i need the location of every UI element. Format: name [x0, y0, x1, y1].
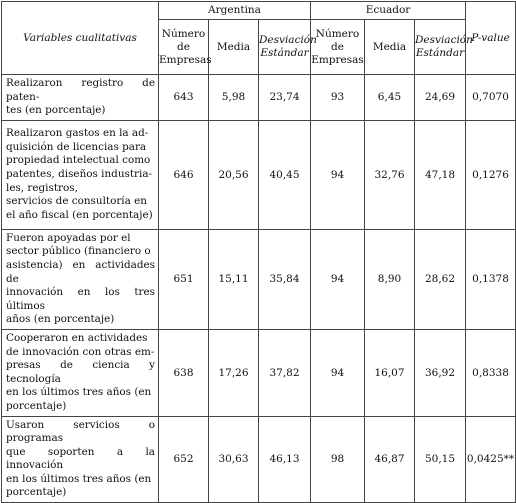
ecu-desv-cell: 47,18 [415, 120, 466, 229]
row-label: Realizaron registro de paten- tes (en porcentaje) [2, 75, 159, 121]
pvalue-cell: 0,0425** [466, 416, 516, 503]
table-row [2, 416, 516, 503]
arg-desv-cell: 37,82 [259, 329, 311, 416]
ecu-media-header: Media [365, 20, 415, 75]
ecu-num-empresas-header: Número de Empresas [311, 20, 365, 75]
arg-n-cell: 652 [159, 416, 209, 503]
comparison-table [1, 1, 516, 503]
ecu-desv-cell: 28,62 [415, 229, 466, 329]
table-row [2, 120, 516, 229]
arg-desv-cell: 23,74 [259, 75, 311, 121]
arg-media-cell: 15,11 [209, 229, 259, 329]
arg-desv-cell: 46,13 [259, 416, 311, 503]
ecu-n-cell: 98 [311, 416, 365, 503]
arg-media-cell: 17,26 [209, 329, 259, 416]
pvalue-cell: 0,8338 [466, 329, 516, 416]
ecu-media-cell: 6,45 [365, 75, 415, 121]
ecu-n-cell: 94 [311, 329, 365, 416]
arg-n-cell: 651 [159, 229, 209, 329]
group-header-row [2, 2, 516, 20]
ecu-n-cell: 94 [311, 229, 365, 329]
ecu-desv-cell: 36,92 [415, 329, 466, 416]
ecuador-header: Ecuador [311, 2, 466, 20]
arg-media-header: Media [209, 20, 259, 75]
ecu-n-cell: 94 [311, 120, 365, 229]
arg-media-cell: 30,63 [209, 416, 259, 503]
arg-media-cell: 20,56 [209, 120, 259, 229]
pvalue-cell: 0,1378 [466, 229, 516, 329]
arg-n-cell: 638 [159, 329, 209, 416]
pvalue-cell: 0,1276 [466, 120, 516, 229]
arg-media-cell: 5,98 [209, 75, 259, 121]
row-label: Realizaron gastos en la ad- quisición de licencias para propiedad intelectual como patentes, diseños industria- les, registros, servicios de consultoría en el año fiscal (en porcentaje) [2, 120, 159, 229]
arg-n-cell: 643 [159, 75, 209, 121]
pvalue-header: P-value [466, 2, 516, 75]
arg-desviacion-header: Desviación Estándar [259, 20, 311, 75]
pvalue-cell: 0,7070 [466, 75, 516, 121]
ecu-desv-cell: 50,15 [415, 416, 466, 503]
arg-n-cell: 646 [159, 120, 209, 229]
argentina-header: Argentina [159, 2, 311, 20]
variables-header: Variables cualitativas [2, 2, 159, 75]
table-row [2, 229, 516, 329]
ecu-desviacion-header: Desviación Estándar [415, 20, 466, 75]
ecu-media-cell: 16,07 [365, 329, 415, 416]
ecu-media-cell: 46,87 [365, 416, 415, 503]
row-label: Cooperaron en actividades de innovación con otras em- presas de ciencia y tecnología en los últimos tres años (en porcentaje) [2, 329, 159, 416]
ecu-media-cell: 32,76 [365, 120, 415, 229]
row-label: Fueron apoyadas por el sector público (financiero o asistencia) en actividades de innovación en los tres últimos años (en porcentaje) [2, 229, 159, 329]
ecu-n-cell: 93 [311, 75, 365, 121]
arg-num-empresas-header: Número de Empresas [159, 20, 209, 75]
table-row [2, 329, 516, 416]
arg-desv-cell: 40,45 [259, 120, 311, 229]
arg-desv-cell: 35,84 [259, 229, 311, 329]
table-row [2, 75, 516, 121]
row-label: Usaron servicios o programas que soporten a la innovación en los últimos tres años (en porcentaje) [2, 416, 159, 503]
ecu-desv-cell: 24,69 [415, 75, 466, 121]
ecu-media-cell: 8,90 [365, 229, 415, 329]
